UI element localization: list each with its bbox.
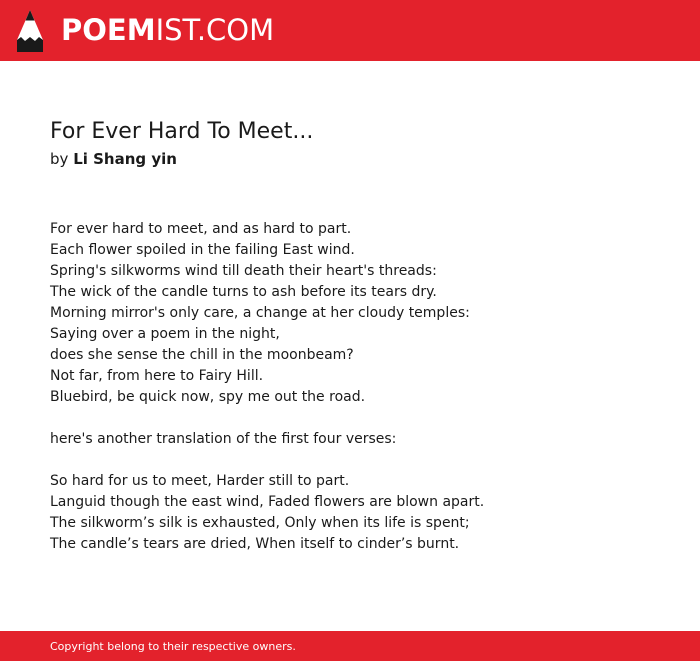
poem-line: Bluebird, be quick now, spy me out the road. xyxy=(50,389,366,405)
poem-line: The candle’s tears are dried, When itself to cinder’s burnt. xyxy=(50,536,460,552)
poem-line: Not far, from here to Fairy Hill. xyxy=(50,368,264,384)
site-header xyxy=(0,0,700,61)
poem-body xyxy=(50,219,670,555)
poem-line: For ever hard to meet, and as hard to part. xyxy=(50,221,352,237)
by-label: by xyxy=(50,150,69,168)
poem-line: Saying over a poem in the night, xyxy=(50,326,280,342)
site-logo-text[interactable] xyxy=(61,12,274,48)
poem-line: does she sense the chill in the moonbeam? xyxy=(50,347,354,363)
poem-line: The wick of the candle turns to ash before its tears dry. xyxy=(50,284,437,300)
brand-bold-part: POEM xyxy=(61,13,156,47)
poem-blank-line xyxy=(50,450,670,471)
poem-line: Languid though the east wind, Faded flowers are blown apart. xyxy=(50,494,485,510)
poem-line: The silkworm’s silk is exhausted, Only when its life is spent; xyxy=(50,515,470,531)
author-name: Li Shang yin xyxy=(73,150,177,168)
poem-line: So hard for us to meet, Harder still to part. xyxy=(50,473,350,489)
poem-blank-line xyxy=(50,408,670,429)
copyright-notice: Copyright belong to their respective owners. xyxy=(50,640,296,653)
poem-byline xyxy=(50,149,177,169)
pencil-tip-icon[interactable] xyxy=(17,10,43,52)
poem-line: Each flower spoiled in the failing East wind. xyxy=(50,242,355,258)
poem-line: Morning mirror's only care, a change at her cloudy temples: xyxy=(50,305,470,321)
translation-intro: here's another translation of the first four verses: xyxy=(50,431,397,447)
poem-title: For Ever Hard To Meet... xyxy=(50,119,314,144)
site-footer xyxy=(0,631,700,661)
brand-light-part: IST.COM xyxy=(155,13,275,47)
poem-line: Spring's silkworms wind till death their heart's threads: xyxy=(50,263,437,279)
